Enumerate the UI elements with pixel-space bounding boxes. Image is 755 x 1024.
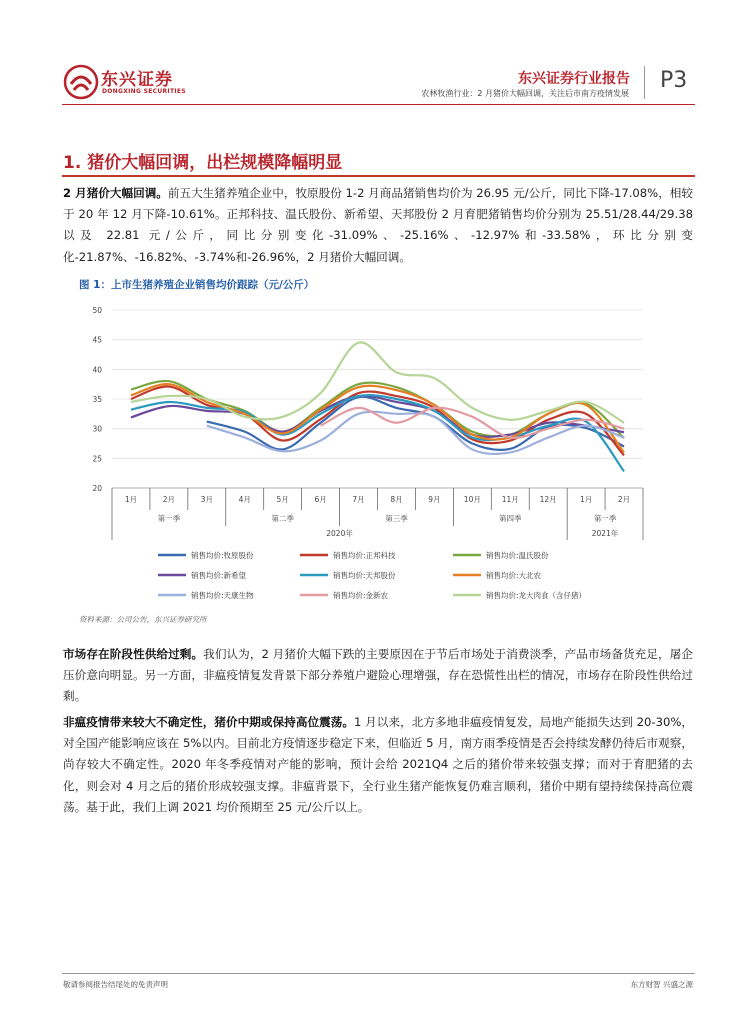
x-tick-label: 11月 xyxy=(501,495,519,504)
x-tick-label: 1月 xyxy=(124,495,138,504)
report-subtitle: 农林牧渔行业：2 月猪价大幅回调，关注后市南方疫情发展 xyxy=(421,89,629,98)
paragraph-price-pullback xyxy=(63,183,693,268)
y-tick-label: 25 xyxy=(92,454,102,464)
y-tick-label: 35 xyxy=(92,395,102,404)
x-tick-label: 6月 xyxy=(314,495,327,504)
x-tick-label: 8月 xyxy=(390,495,403,504)
footer-rule xyxy=(62,973,695,974)
series-line xyxy=(131,395,624,471)
section-heading: 1. 猪价大幅回调，出栏规模降幅明显 xyxy=(63,153,343,173)
x-tick-label: 5月 xyxy=(276,495,289,504)
figure-title: 图 1：上市生猪养殖企业销售均价跟踪（元/公斤） xyxy=(79,279,315,291)
y-axis-ticks xyxy=(92,306,102,493)
legend-label: 销售均价:天邦股份 xyxy=(333,571,396,580)
x-axis xyxy=(112,488,643,540)
y-tick-label: 20 xyxy=(92,484,102,493)
year-label: 2020年 xyxy=(326,529,353,538)
paragraph-body: 1 月以来，北方多地非瘟疫情复发，局地产能损失达到 20-30%，对全国产能影响应该在 5%以内。目前北方疫情逐步稳定下来，但临近 5 月，南方雨季疫情是否会持续发酵仍待后市观察，尚存较大不确定性。2020 年冬季疫情对产能的影响，预计会给 2021Q4 之后的猪价带来较强支撑；而对于育肥猪的去化，则会对 4 月之后的猪价形成较强支撑。非瘟背景下，全行业生猪产能恢复仍难言顺利，猪价中期有望持续保持高位震荡。基于此，我们上调 2021 均价预期至 25 元/公斤以上。 xyxy=(63,715,693,814)
legend-label: 销售均价:天康生物 xyxy=(191,591,254,600)
figure-source: 资料来源：公司公告，东兴证券研究所 xyxy=(79,615,207,624)
quarter-label: 第一季 xyxy=(157,514,181,523)
header-rule xyxy=(62,104,695,105)
x-tick-label: 4月 xyxy=(238,495,251,504)
y-tick-label: 30 xyxy=(92,424,102,434)
paragraph-outlook xyxy=(63,712,693,818)
y-tick-label: 40 xyxy=(92,365,102,375)
x-tick-label: 9月 xyxy=(428,495,441,504)
legend-label: 销售均价:龙大肉食（含仔猪） xyxy=(486,591,587,600)
x-tick-label: 2月 xyxy=(617,495,631,504)
x-tick-label: 2月 xyxy=(162,495,176,504)
section-rule xyxy=(62,175,695,177)
paragraph-lead: 2 月猪价大幅回调。 xyxy=(63,186,168,200)
paragraph-oversupply xyxy=(63,644,693,708)
paragraph-body: 我们认为，2 月猪价大幅下跌的主要原因在于节后市场处于消费淡季，产品市场备货充足，屠企压价意向明显。另一方面，非瘟疫情复发背景下部分养殖户避险心理增强，存在恐慌性出栏的情况，市场存在阶段性供给过剩。 xyxy=(63,647,693,704)
quarter-label: 第二季 xyxy=(271,514,294,523)
legend-label: 销售均价:正邦科技 xyxy=(333,551,396,560)
paragraph-lead: 非瘟疫情带来较大不确定性，猪价中期或保持高位震荡。 xyxy=(63,715,355,729)
quarter-label: 第三季 xyxy=(385,514,408,523)
chart-legend xyxy=(158,550,586,600)
line-chart xyxy=(78,298,678,610)
chart-series xyxy=(131,342,624,471)
quarter-label: 第一季 xyxy=(593,514,617,523)
legend-label: 销售均价:金新农 xyxy=(333,591,389,600)
page-number: P3 xyxy=(660,68,688,93)
chart-grid xyxy=(112,310,643,488)
x-tick-label: 12月 xyxy=(539,495,557,504)
x-tick-label: 10月 xyxy=(463,495,481,504)
report-type: 东兴证券行业报告 xyxy=(518,71,630,87)
footer-disclaimer: 敬请参阅报告结尾处的免责声明 xyxy=(63,980,168,989)
quarter-label: 第四季 xyxy=(499,514,522,523)
x-tick-label: 7月 xyxy=(352,495,365,504)
paragraph-lead: 市场存在阶段性供给过剩。 xyxy=(63,647,204,661)
brand-logo-icon xyxy=(63,64,99,100)
legend-label: 销售均价:牧原股份 xyxy=(191,551,254,560)
brand-name: 东兴证券 xyxy=(101,70,173,90)
footer-slogan: 东方财智 兴盛之源 xyxy=(630,980,693,989)
y-tick-label: 50 xyxy=(92,306,102,315)
header-separator xyxy=(644,66,645,99)
y-tick-label: 45 xyxy=(92,335,102,345)
legend-label: 销售均价:温氏股份 xyxy=(486,551,549,560)
year-label: 2021年 xyxy=(591,529,619,538)
brand-name-en: DONGXING SECURITIES xyxy=(102,88,186,95)
legend-label: 销售均价:新希望 xyxy=(191,571,247,580)
legend-label: 销售均价:大北农 xyxy=(486,571,542,580)
paragraph-body: 前五大生猪养殖企业中，牧原股份 1-2 月商品猪销售均价为 26.95 元/公斤，同比下降-17.08%，相较于 20 年 12 月下降-10.61%。正邦科技、温氏股份、新希望、天邦股份 2 月育肥猪销售均价分别为 25.51/28.44/29.38 以及 22.81 元/公斤，同比分别变化-31.09%、-25.16%、-12.97%和-33.58%，环比分别变化-21.87%、-16.82%、-3.74%和-26.96%，2 月猪价大幅回调。 xyxy=(63,186,693,264)
x-tick-label: 1月 xyxy=(579,495,593,504)
x-tick-label: 3月 xyxy=(200,495,213,504)
